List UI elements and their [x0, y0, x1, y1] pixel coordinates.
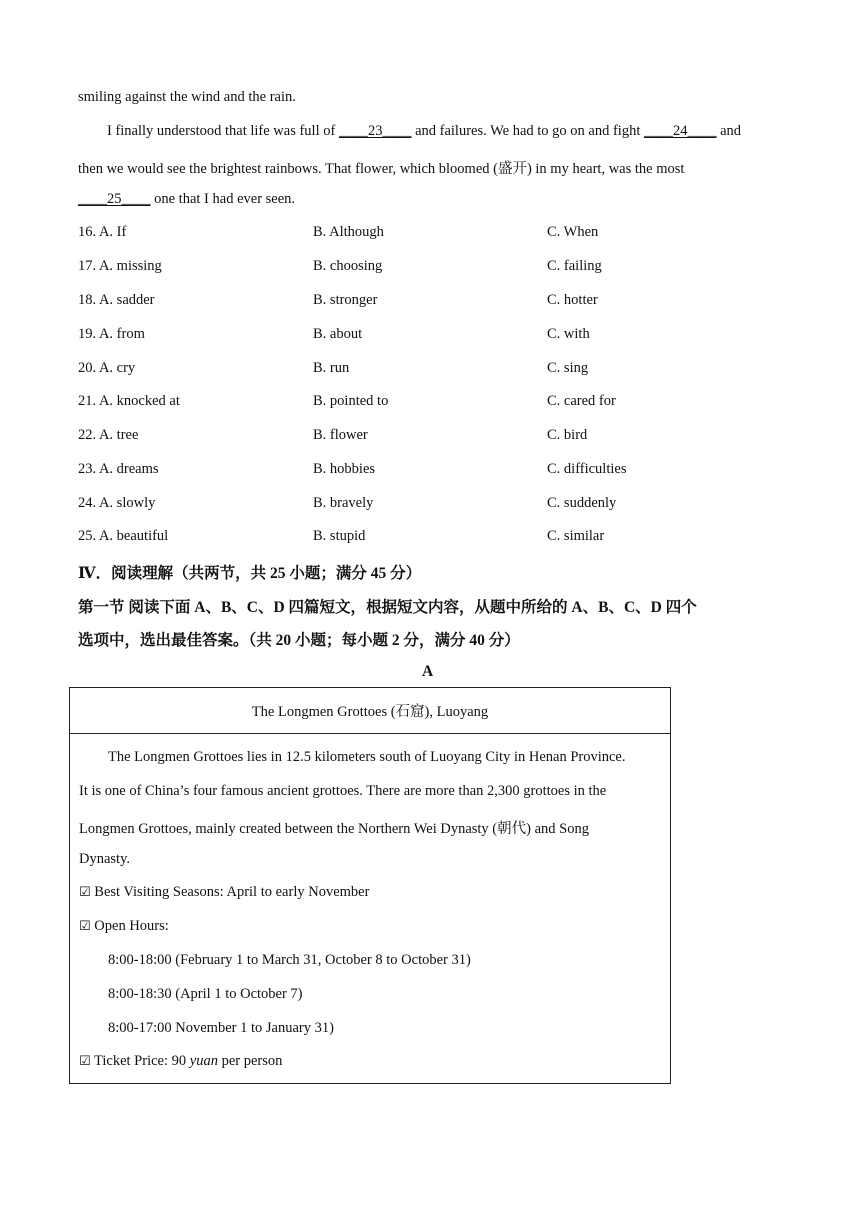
section-instruction: 第一节 阅读下面 A、B、C、D 四篇短文，根据短文内容，从题中所给的 A、B、C、D 四个 [78, 599, 697, 616]
passage-letter: A [422, 663, 434, 680]
section-heading: Ⅳ．阅读理解（共两节，共 25 小题；满分 45 分） [78, 565, 422, 582]
option-b: B. pointed to [313, 393, 389, 409]
option-c: C. failing [547, 258, 602, 274]
blank-25: ____25____ [78, 191, 151, 207]
option-a: 25. A. beautiful [78, 528, 169, 544]
option-a: 17. A. missing [78, 258, 162, 274]
option-a: 19. A. from [78, 326, 145, 342]
passage-text: and [716, 123, 742, 139]
checkbox-icon: ☑ [79, 885, 91, 900]
box-paragraph-line: The Longmen Grottoes lies in 12.5 kilometers south of Luoyang City in Henan Province. [108, 749, 626, 765]
passage-text: one that I had ever seen. [150, 191, 296, 207]
option-b: B. bravely [313, 495, 374, 511]
option-row-24 [78, 495, 798, 515]
option-b: B. stupid [313, 528, 366, 544]
option-b: B. hobbies [313, 461, 376, 477]
blank-23: ____23____ [338, 123, 412, 139]
option-row-20 [78, 360, 798, 380]
option-row-16 [78, 224, 798, 244]
price-unit: yuan [189, 1053, 218, 1069]
checkbox-icon: ☑ [79, 1054, 91, 1069]
option-c: C. similar [547, 528, 605, 544]
seasons-text: Best Visiting Seasons: April to early November [94, 884, 370, 900]
option-row-18 [78, 292, 798, 312]
option-c: C. When [547, 224, 599, 240]
option-b: B. run [313, 360, 350, 376]
hours-line: 8:00-17:00 November 1 to January 31) [108, 1020, 334, 1036]
option-a: 23. A. dreams [78, 461, 159, 477]
option-c: C. with [547, 326, 590, 342]
option-b: B. flower [313, 427, 368, 443]
option-c: C. hotter [547, 292, 598, 308]
option-a: 22. A. tree [78, 427, 139, 443]
option-a: 20. A. cry [78, 360, 136, 376]
passage-line: smiling against the wind and the rain. [78, 89, 296, 105]
hours-line: 8:00-18:30 (April 1 to October 7) [108, 986, 303, 1002]
option-row-22 [78, 427, 798, 447]
option-row-21 [78, 393, 798, 413]
price-text: Ticket Price: 90 [94, 1053, 190, 1069]
passage-line [107, 123, 741, 140]
hours-item [79, 918, 169, 935]
option-a: 18. A. sadder [78, 292, 155, 308]
option-c: C. suddenly [547, 495, 617, 511]
passage-line [78, 191, 295, 208]
box-paragraph-line: Longmen Grottoes, mainly created between the Northern Wei Dynasty (朝代) and Song [79, 821, 589, 837]
option-row-23 [78, 461, 798, 481]
price-item [79, 1053, 282, 1070]
option-row-17 [78, 258, 798, 278]
option-b: B. about [313, 326, 363, 342]
hours-label: Open Hours: [94, 918, 169, 934]
option-c: C. sing [547, 360, 589, 376]
price-text: per person [217, 1053, 283, 1069]
option-c: C. bird [547, 427, 588, 443]
seasons-item [79, 884, 369, 901]
option-a: 21. A. knocked at [78, 393, 180, 409]
checkbox-icon: ☑ [79, 919, 91, 934]
option-a: 16. A. If [78, 224, 127, 240]
box-paragraph-line: Dynasty. [79, 851, 131, 867]
box-paragraph-line: It is one of China’s four famous ancient grottoes. There are more than 2,300 grottoes in the [79, 783, 607, 799]
option-a: 24. A. slowly [78, 495, 156, 511]
option-b: B. choosing [313, 258, 383, 274]
passage-text: I finally understood that life was full of [107, 123, 339, 139]
info-box [69, 687, 671, 1084]
option-b: B. Although [313, 224, 384, 240]
option-row-19 [78, 326, 798, 346]
passage-line: then we would see the brightest rainbows. That flower, which bloomed (盛开) in my heart, was the most [78, 161, 685, 177]
option-b: B. stronger [313, 292, 378, 308]
box-title: The Longmen Grottoes (石窟), Luoyang [70, 688, 670, 734]
blank-24: ____24____ [643, 123, 717, 139]
option-c: C. cared for [547, 393, 616, 409]
passage-text: and failures. We had to go on and fight [411, 123, 644, 139]
option-c: C. difficulties [547, 461, 627, 477]
hours-line: 8:00-18:00 (February 1 to March 31, October 8 to October 31) [108, 952, 471, 968]
option-row-25 [78, 528, 798, 548]
section-instruction: 选项中，选出最佳答案。（共 20 小题；每小题 2 分，满分 40 分） [78, 632, 520, 649]
